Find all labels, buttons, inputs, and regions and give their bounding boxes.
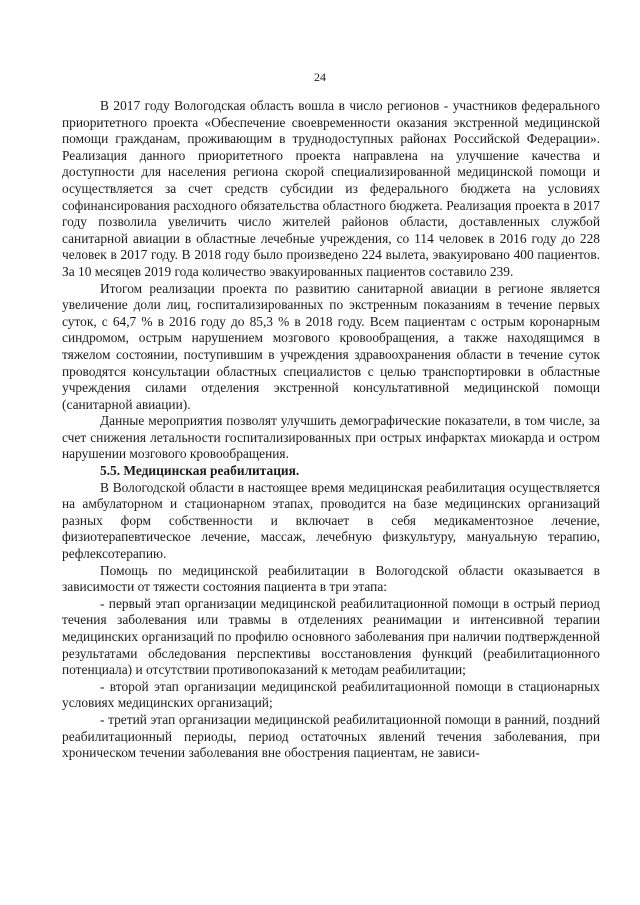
paragraph-rehabilitation-stages-intro: Помощь по медицинской реабилитации в Вологодской области оказывается в зависимости от тяжести состояния пациента в три этапа:: [62, 562, 600, 595]
document-body: [62, 98, 600, 762]
paragraph-sanaviation-project: В 2017 году Вологодская область вошла в число регионов - участников федерального приоритетного проекта «Обеспечение своевременности оказания экстренной медицинской помощи гражданам, проживающим в труднодоступных районах Российской Федерации». Реализация данного приоритетного проекта направлена на улучшение качества и доступности для населения региона скорой специализированной медицинской помощи и осуществляется за счет средств субсидии из федерального бюджета на условиях софинансирования расходного обязательства областного бюджета. Реализация проекта в 2017 году позволила увеличить число жителей районов области, доставленных службой санитарной авиации в областные лечебные учреждения, со 114 человек в 2016 году до 228 человек в 2017 году. В 2018 году было произведено 224 вылета, эвакуировано 400 пациентов. За 10 месяцев 2019 года количество эвакуированных пациентов составило 239.: [62, 98, 600, 279]
list-item-stage-3: - третий этап организации медицинской реабилитационной помощи в ранний, поздний реабилитационный периоды, период остаточных явлений течения заболевания, при хроническом течении заболевания вне обострения пациентам, не зависи-: [62, 711, 600, 761]
list-item-stage-1: - первый этап организации медицинской реабилитационной помощи в острый период течения заболевания или травмы в отделениях реанимации и интенсивной терапии медицинских организаций по профилю основного заболевания при наличии подтвержденной результатами обследования перспективы восстановления функций (реабилитационного потенциала) и отсутствии противопоказаний к методам реабилитации;: [62, 595, 600, 678]
page-number: 24: [314, 70, 326, 84]
paragraph-project-results: Итогом реализации проекта по развитию санитарной авиации в регионе является увеличение доли лиц, госпитализированных по экстренным показаниям в течение первых суток, с 64,7 % в 2016 году до 85,3 % в 2018 году. Всем пациентам с острым коронарным синдромом, острым нарушением мозгового кровообращения, а также находящимся в тяжелом состоянии, поступившим в учреждения здравоохранения области в течение суток проводятся консультации областных специалистов с целью транспортировки в областные учреждения силами отделения экстренной консультативной медицинской помощи (санитарной авиации).: [62, 280, 600, 412]
list-item-stage-2: - второй этап организации медицинской реабилитационной помощи в стационарных условиях медицинских организаций;: [62, 678, 600, 711]
paragraph-rehabilitation-overview: В Вологодской области в настоящее время медицинская реабилитация осуществляется на амбулаторном и стационарном этапах, проводится на базе медицинских организаций разных форм собственности и включает в себя медикаментозное лечение, физиотерапевтическое лечение, массаж, лечебную физкультуру, мануальную терапию, рефлексотерапию.: [62, 479, 600, 562]
paragraph-demographic-effect: Данные мероприятия позволят улучшить демографические показатели, в том числе, за счет снижения летальности госпитализированных при острых инфарктах миокарда и остром нарушении мозгового кровообращения.: [62, 413, 600, 462]
section-heading: 5.5. Медицинская реабилитация.: [100, 463, 300, 479]
